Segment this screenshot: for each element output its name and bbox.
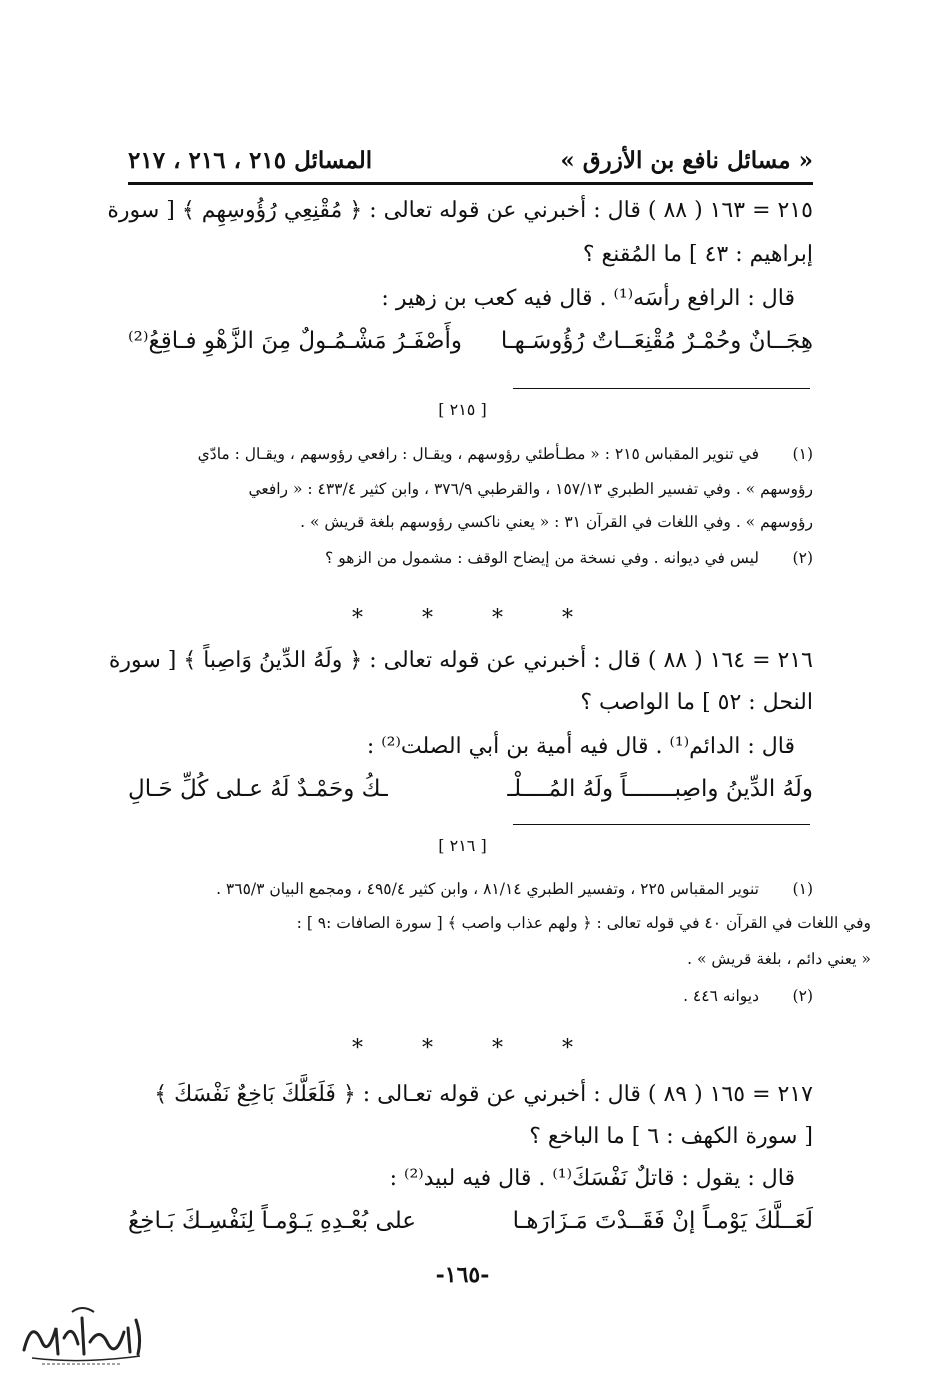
footnote-text: في تنوير المقباس ٢١٥ : « مطـأطئي رؤوسهم ، ويقـال : رافعي رؤوسهم ، ويقـال : مادّي xyxy=(197,445,759,463)
separator-star: * xyxy=(562,1036,573,1061)
footnote-text: تنوير المقباس ٢٢٥ ، وتفسير الطبري ٨١/١٤ ، وابن كثير ٤٩٥/٤ ، ومجمع البيان ٣٦٥/٣ . xyxy=(216,880,759,898)
header-question-numbers: المسائل ٢١٥ ، ٢١٦ ، ٢١٧ xyxy=(128,146,373,174)
separator-star: * xyxy=(352,606,363,631)
running-header xyxy=(128,140,813,180)
footnote-text: ليس في ديوانه . وفي نسخة من إيضاح الوقف : مشمول من الزهو ؟ xyxy=(325,549,759,567)
separator-star: * xyxy=(422,1036,433,1061)
footnote-text: ديوانه ٤٤٦ . xyxy=(683,987,759,1005)
q217-line-1: ٢١٧ = ١٦٥ ( ٨٩ ) قال : أخبرني عن قوله تعـالى : ﴿ فَلَعَلَّكَ بَاخِعٌ نَفْسَكَ ﴾ xyxy=(154,1082,813,1107)
q216-footnote-1-cont-2: « يعني دائم ، بلغة قريش » . xyxy=(687,950,871,968)
footnote-rule-215 xyxy=(513,388,810,389)
q215-line-1: ٢١٥ = ١٦٣ ( ٨٨ ) قال : أخبرني عن قوله تعالى : ﴿ مُقْنِعِي رُؤُوسِهِم ﴾ [ سورة xyxy=(107,198,813,223)
q217-verse-second-hemistich: على بُعْـدِهِ يَـوْمـاً لِنَفْسِـكَ بَـاخِعُ xyxy=(128,1208,417,1234)
q217-line-2: [ سورة الكهف : ٦ ] ما الباخع ؟ xyxy=(529,1124,813,1149)
separator-star: * xyxy=(562,606,573,631)
footnote-number: (١) xyxy=(792,445,813,463)
q216-answer: قال : الدائم⁽¹⁾ . قال فيه أمية بن أبي الصلت⁽²⁾ : xyxy=(366,734,795,759)
q215-reference-number: [ ٢١٥ ] xyxy=(438,400,487,419)
separator-star: * xyxy=(492,1036,503,1061)
page-number: -١٦٥- xyxy=(435,1262,490,1288)
q216-footnote-1-cont-1: وفي اللغات في القرآن ٤٠ في قوله تعالى : ﴿ ولهم عذاب واصب ﴾ [ سورة الصافات :٩ ] : xyxy=(296,914,871,932)
footnote-number: (٢) xyxy=(792,549,813,567)
q216-line-1: ٢١٦ = ١٦٤ ( ٨٨ ) قال : أخبرني عن قوله تعالى : ﴿ ولَهُ الدِّينُ وَاصِباً ﴾ [ سورة xyxy=(108,648,813,673)
q215-footnote-1-cont-2: رؤوسهم » . وفي اللغات في القرآن ٣١ : « يعني ناكسي رؤوسهم بلغة قريش » . xyxy=(300,513,813,531)
footnote-number: (١) xyxy=(792,880,813,898)
separator-star: * xyxy=(492,606,503,631)
q216-verse-second-hemistich: ـكُ وحَمْـدٌ لَهُ عـلى كُلِّ حَـالِ xyxy=(128,776,388,802)
header-chapter-title: « مسائل نافع بن الأزرق » xyxy=(560,146,813,174)
footnote-rule-216 xyxy=(513,824,810,825)
library-stamp-logo xyxy=(12,1298,152,1370)
section-separator xyxy=(0,606,925,631)
q215-answer: قال : الرافع رأسَه⁽¹⁾ . قال فيه كعب بن زهير : xyxy=(381,286,795,311)
q216-verse xyxy=(128,776,813,802)
q215-verse-first-hemistich: هِجَــانٌ وحُمْـرٌ مُقْنِعَــاتٌ رُؤُوسَـهـا xyxy=(500,328,813,354)
separator-star: * xyxy=(422,606,433,631)
footnote-number: (٢) xyxy=(792,987,813,1005)
q217-answer: قال : يقول : قاتلٌ نَفْسَكَ⁽¹⁾ . قال فيه لبيد⁽²⁾ : xyxy=(389,1166,795,1191)
q216-verse-first-hemistich: ولَهُ الدِّينُ واصِبـــــــاً ولَهُ المُــــلْـ xyxy=(507,776,813,802)
q215-verse xyxy=(128,328,813,354)
section-separator xyxy=(0,1036,925,1061)
q216-line-2: النحل : ٥٢ ] ما الواصب ؟ xyxy=(580,690,813,715)
q216-reference-number: [ ٢١٦ ] xyxy=(438,836,487,855)
q217-verse xyxy=(128,1208,813,1234)
q217-verse-first-hemistich: لَعَــلَّكَ يَوْمـاً إنْ فَقَــدْتَ مَـزَارَهـا xyxy=(512,1208,813,1234)
q215-line-2: إبراهيم : ٤٣ ] ما المُقنع ؟ xyxy=(582,242,813,267)
separator-star: * xyxy=(352,1036,363,1061)
q215-footnote-1-cont-1: رؤوسهم » . وفي تفسير الطبري ١٥٧/١٣ ، والقرطبي ٣٧٦/٩ ، وابن كثير ٤٣٣/٤ : « رافعي xyxy=(248,480,813,498)
q215-verse-second-hemistich: وأَصْفَـرُ مَشْـمُـولٌ مِنَ الزَّهْوِ فـاقِعُ⁽²⁾ xyxy=(128,328,462,354)
header-rule xyxy=(128,182,813,185)
